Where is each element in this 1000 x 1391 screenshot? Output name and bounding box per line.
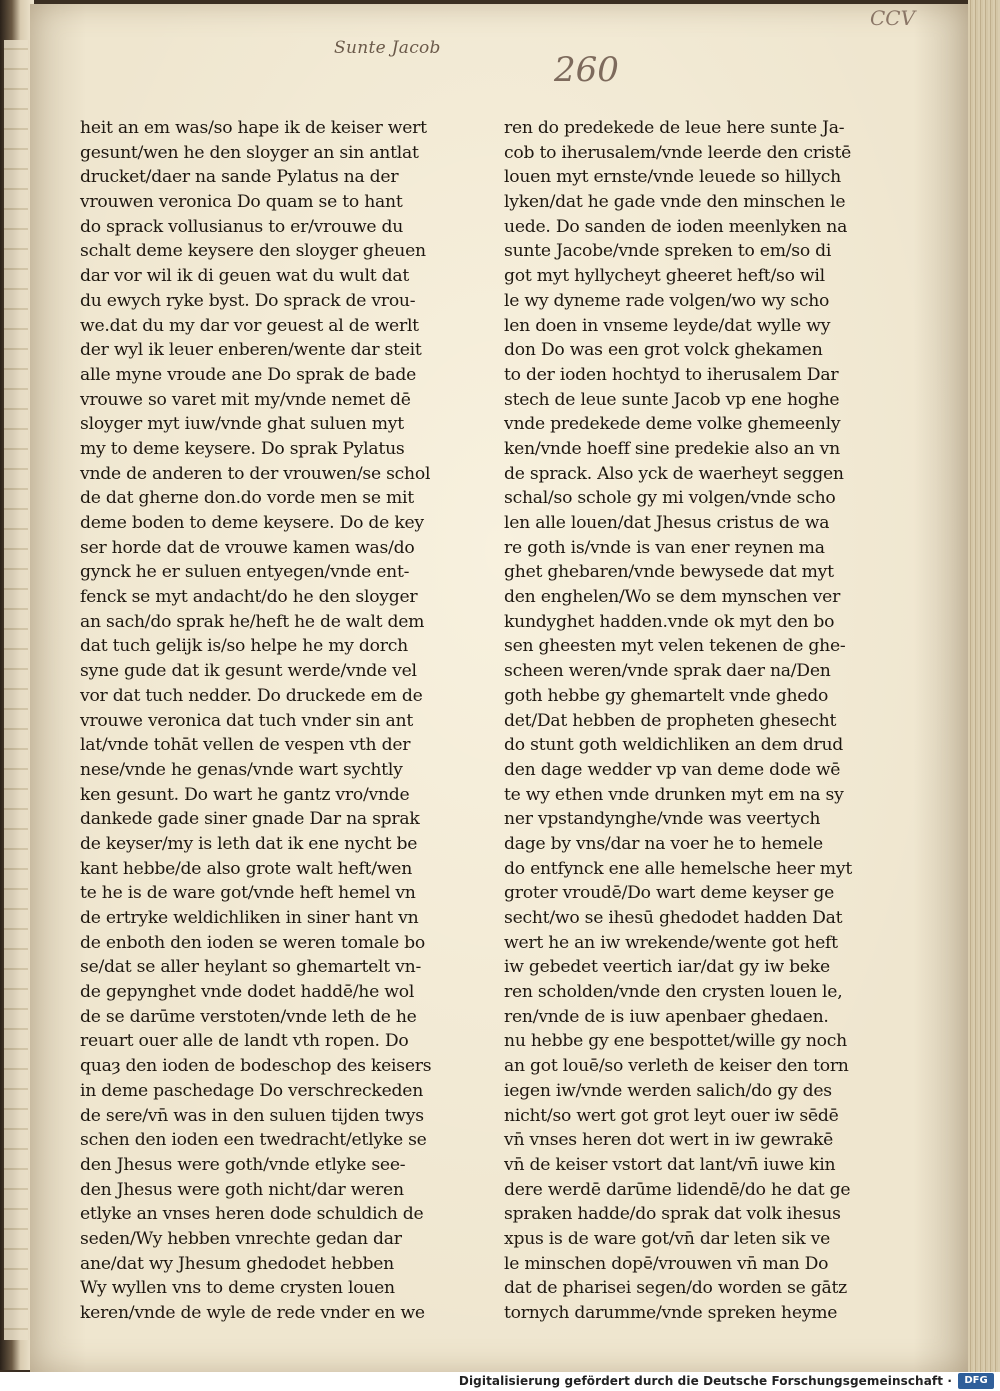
text-line: ren scholden/vnde den crysten louen le, — [504, 982, 843, 1003]
folio-number: 260 — [554, 50, 619, 90]
text-line: sloyger myt iuw/vnde ghat suluen myt — [80, 414, 404, 435]
text-line: de sprack. Also yck de waerheyt seggen — [504, 463, 844, 484]
text-line: iw gebedet veertich iar/dat gy iw beke — [504, 957, 830, 978]
text-line: de keyser/my is leth dat ik ene nycht be — [80, 833, 418, 854]
text-line: ner vpstandynghe/vnde was veertych — [504, 809, 821, 830]
text-line: keren/vnde de wyle de rede vnder en we — [80, 1303, 425, 1323]
text-line: got myt hyllycheyt gheeret heft/so wil — [504, 266, 825, 287]
text-line: vn̄ de keiser vstort dat lant/vn̄ iuwe kin — [504, 1154, 836, 1175]
previous-page-strip — [4, 40, 28, 1340]
text-line: ren do predekede de leue here sunte Ja- — [504, 118, 845, 138]
text-line: vnde predekede deme volke ghemeenly — [504, 414, 841, 435]
text-line: xpus is de ware got/vn̄ dar leten sik ve — [504, 1228, 831, 1249]
text-line: de ertryke weldichliken in siner hant vn — [80, 908, 419, 928]
text-line: der wyl ik leuer enberen/wente dar steit — [80, 340, 422, 361]
text-line: an sach/do sprak he/heft he de walt dem — [80, 611, 425, 632]
text-line: seden/Wy hebben vnrechte gedan dar — [80, 1228, 402, 1249]
text-line: le wy dyneme rade volgen/wo wy scho — [504, 290, 830, 311]
text-line: dat de pharisei segen/do worden se gātz — [504, 1278, 847, 1299]
text-line: schen den ioden een twedracht/etlyke se — [80, 1130, 427, 1151]
text-line: drucket/daer na sande Pylatus na der — [80, 167, 399, 188]
text-column-left — [80, 116, 440, 1326]
text-line: wert he an iw wrekende/wente got heft — [504, 932, 838, 953]
text-line: stech de leue sunte Jacob vp ene hoghe — [504, 389, 840, 410]
text-line: vrouwe veronica dat tuch vnder sin ant — [80, 710, 413, 731]
text-line: vor dat tuch nedder. Do druckede em de — [80, 685, 423, 706]
text-line: do stunt goth weldichliken an dem drud — [504, 735, 844, 756]
text-line: iegen iw/vnde werden salich/do gy des — [504, 1080, 832, 1101]
text-line: de gepynghet vnde dodet haddē/he wol — [80, 982, 415, 1003]
text-line: den dage wedder vp van deme dode wē — [504, 759, 841, 780]
text-line: lyken/dat he gade vnde den minschen le — [504, 192, 846, 213]
text-line: te wy ethen vnde drunken myt em na sy — [504, 784, 844, 805]
text-line: se/dat se aller heylant so ghemartelt vn- — [80, 957, 422, 978]
text-line: quaȝ den ioden de bodeschop des keisers — [80, 1056, 432, 1077]
text-line: cob to iherusalem/vnde leerde den cristē — [504, 142, 852, 163]
text-line: nicht/so wert got grot leyt ouer iw sēdē — [504, 1105, 839, 1126]
text-line: etlyke an vnses heren dode schuldich de — [80, 1204, 424, 1225]
text-line: goth hebbe gy ghemartelt vnde ghedo — [504, 685, 829, 706]
text-line: lat/vnde tohāt vellen de vespen vth der — [80, 735, 411, 756]
text-line: fenck se myt andacht/do he den sloyger — [80, 587, 418, 608]
text-line: det/Dat hebben de propheten ghesecht — [504, 710, 837, 731]
text-line: len doen in vnseme leyde/dat wylle wy — [504, 315, 831, 336]
text-line: in deme paschedage Do verschreckeden — [80, 1080, 424, 1101]
text-line: le minschen dopē/vrouwen vn̄ man Do — [504, 1253, 829, 1274]
text-line: an got louē/so verleth de keiser den torn — [504, 1056, 849, 1077]
text-line: louen myt ernste/vnde leuede so hillych — [504, 167, 841, 188]
text-line: vrouwen veronica Do quam se to hant — [80, 192, 403, 213]
text-line: tornych darumme/vnde spreken heyme — [504, 1303, 838, 1323]
text-line: sunte Jacobe/vnde spreken to em/so di — [504, 241, 832, 262]
text-line: schalt deme keysere den sloyger gheuen — [80, 241, 426, 262]
text-line: nu hebbe gy ene bespottet/wille gy noch — [504, 1031, 847, 1052]
text-line: ser horde dat de vrouwe kamen was/do — [80, 537, 415, 558]
text-line: secht/wo se ihesū ghedodet hadden Dat — [504, 908, 843, 928]
text-line: de dat gherne don.do vorde men se mit — [80, 488, 414, 509]
text-line: scheen weren/vnde sprak daer na/Den — [504, 661, 831, 682]
page-block-edges — [968, 0, 1000, 1372]
text-line: ane/dat wy Jhesum ghedodet hebben — [80, 1253, 394, 1274]
text-line: de enboth den ioden se weren tomale bo — [80, 932, 425, 953]
text-line: te he is de ware got/vnde heft hemel vn — [80, 883, 416, 904]
text-line: nese/vnde he genas/vnde wart sychtly — [80, 759, 403, 780]
text-line: spraken hadde/do sprak dat volk ihesus — [504, 1204, 841, 1225]
text-line: gynck he er suluen entyegen/vnde ent- — [80, 562, 410, 583]
text-line: vn̄ vnses heren dot wert in iw gewrakē — [504, 1130, 834, 1151]
text-line: du ewych ryke byst. Do sprack de vrou- — [80, 290, 416, 311]
text-line: to der ioden hochtyd to iherusalem Dar — [504, 364, 839, 385]
text-line: gesunt/wen he den sloyger an sin antlat — [80, 142, 419, 163]
text-line: vnde de anderen to der vrouwen/se schol — [80, 463, 431, 484]
text-line: de sere/vn̄ was in den suluen tijden twys — [80, 1105, 424, 1126]
dfg-logo: DFG — [958, 1373, 994, 1389]
text-line: ghet ghebaren/vnde bewysede dat myt — [504, 562, 834, 583]
text-line: heit an em was/so hape ik de keiser wert — [80, 118, 427, 138]
text-line: we.dat du my dar vor geuest al de werlt — [80, 315, 419, 336]
text-line: dankede gade siner gnade Dar na sprak — [80, 809, 420, 830]
text-line: schal/so schole gy mi volgen/vnde scho — [504, 488, 836, 509]
text-line: ken/vnde hoeff sine predekie also an vn — [504, 438, 840, 459]
text-line: deme boden to deme keysere. Do de key — [80, 513, 424, 533]
text-line: kundyghet hadden.vnde ok myt den bo — [504, 611, 835, 632]
text-column-right — [504, 116, 864, 1326]
corner-folio-mark: CCV — [870, 6, 916, 30]
text-line: do sprack vollusianus to er/vrouwe du — [80, 216, 404, 237]
text-line: dage by vns/dar na voer he to hemele — [504, 833, 823, 854]
text-line: alle myne vroude ane Do sprak de bade — [80, 364, 417, 385]
text-line: vrouwe so varet mit my/vnde nemet dē — [80, 389, 411, 410]
text-line: syne gude dat ik gesunt werde/vnde vel — [80, 661, 417, 682]
text-line: kant hebbe/de also grote walt heft/wen — [80, 858, 413, 879]
handwritten-header-note: Sunte Jacob — [334, 38, 441, 58]
text-line: de se darūme verstoten/vnde leth de he — [80, 1006, 417, 1027]
text-line: den enghelen/Wo se dem mynschen ver — [504, 587, 841, 608]
funding-credit: Digitalisierung gefördert durch die Deutsche Forschungsgemeinschaft · — [458, 1374, 952, 1388]
text-line: groter vroudē/Do wart deme keyser ge — [504, 883, 835, 904]
text-line: Wy wyllen vns to deme crysten louen — [80, 1278, 395, 1299]
text-line: sen gheesten myt velen tekenen de ghe- — [504, 636, 846, 657]
text-line: reuart ouer alle de landt vth ropen. Do — [80, 1031, 409, 1052]
text-line: den Jhesus were goth nicht/dar weren — [80, 1179, 404, 1200]
text-line: dere werdē darūme lidendē/do he dat ge — [504, 1179, 851, 1200]
text-line: dat tuch gelijk is/so helpe he my dorch — [80, 636, 408, 657]
text-line: ren/vnde de is iuw apenbaer ghedaen. — [504, 1006, 829, 1027]
text-line: ken gesunt. Do wart he gantz vro/vnde — [80, 784, 410, 805]
text-line: do entfynck ene alle hemelsche heer myt — [504, 858, 852, 879]
text-line: uede. Do sanden de ioden meenlyken na — [504, 216, 848, 237]
text-line: dar vor wil ik di geuen wat du wult dat — [80, 266, 410, 287]
text-line: my to deme keysere. Do sprak Pylatus — [80, 438, 405, 459]
text-line: re goth is/vnde is van ener reynen ma — [504, 537, 825, 558]
text-line: den Jhesus were goth/vnde etlyke see- — [80, 1154, 406, 1175]
text-line: don Do was een grot volck ghekamen — [504, 340, 823, 361]
text-line: len alle louen/dat Jhesus cristus de wa — [504, 513, 830, 533]
